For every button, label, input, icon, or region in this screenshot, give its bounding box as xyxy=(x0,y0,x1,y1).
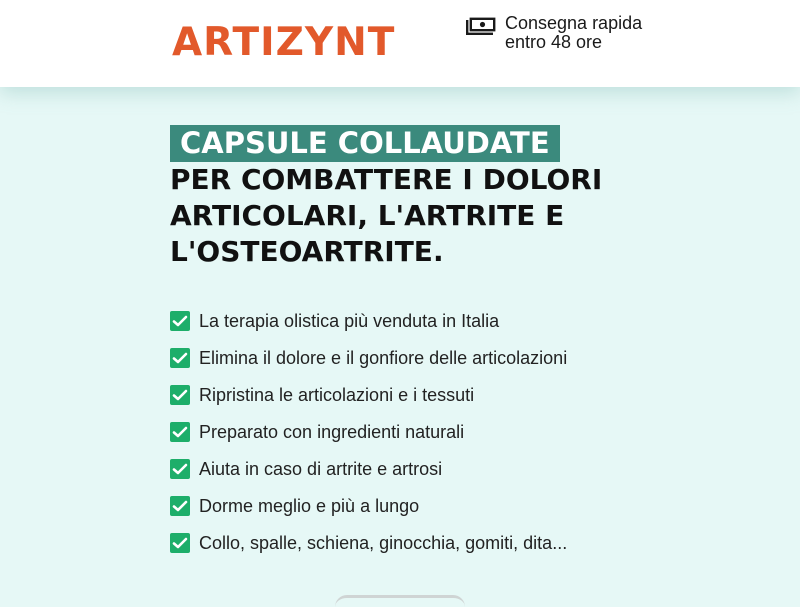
feature-item xyxy=(170,413,670,450)
check-icon xyxy=(170,422,190,442)
check-icon xyxy=(170,533,190,553)
headline-text: PER COMBATTERE I DOLORI ARTICOLARI, L'ARTRITE E L'OSTEOARTRITE. xyxy=(170,163,603,268)
feature-item xyxy=(170,487,670,524)
feature-text: Preparato con ingredienti naturali xyxy=(199,421,465,442)
check-icon xyxy=(170,459,190,479)
headline xyxy=(170,125,640,270)
feature-item xyxy=(170,376,670,413)
product-image xyxy=(335,595,465,607)
feature-text: Dorme meglio e più a lungo xyxy=(199,495,420,516)
feature-item xyxy=(170,524,670,561)
feature-list xyxy=(170,302,670,561)
feature-item xyxy=(170,339,670,376)
hero-section xyxy=(0,87,800,600)
headline-highlight: CAPSULE COLLAUDATE xyxy=(170,125,560,162)
brand-logo[interactable]: ARTIZYNT xyxy=(172,20,396,65)
feature-text: Collo, spalle, schiena, ginocchia, gomiti, dita... xyxy=(199,532,568,553)
check-icon xyxy=(170,496,190,516)
check-icon xyxy=(170,385,190,405)
check-icon xyxy=(170,311,190,331)
feature-text: Elimina il dolore e il gonfiore delle articolazioni xyxy=(199,347,568,368)
delivery-text: Consegna rapida entro 48 ore xyxy=(505,13,643,52)
site-header xyxy=(0,0,800,87)
feature-text: Ripristina le articolazioni e i tessuti xyxy=(199,384,475,405)
feature-text: La terapia olistica più venduta in Italia xyxy=(199,310,500,331)
feature-text: Aiuta in caso di artrite e artrosi xyxy=(199,458,443,479)
feature-item xyxy=(170,302,670,339)
check-icon xyxy=(170,348,190,368)
money-bill-icon xyxy=(466,17,496,36)
feature-item xyxy=(170,450,670,487)
